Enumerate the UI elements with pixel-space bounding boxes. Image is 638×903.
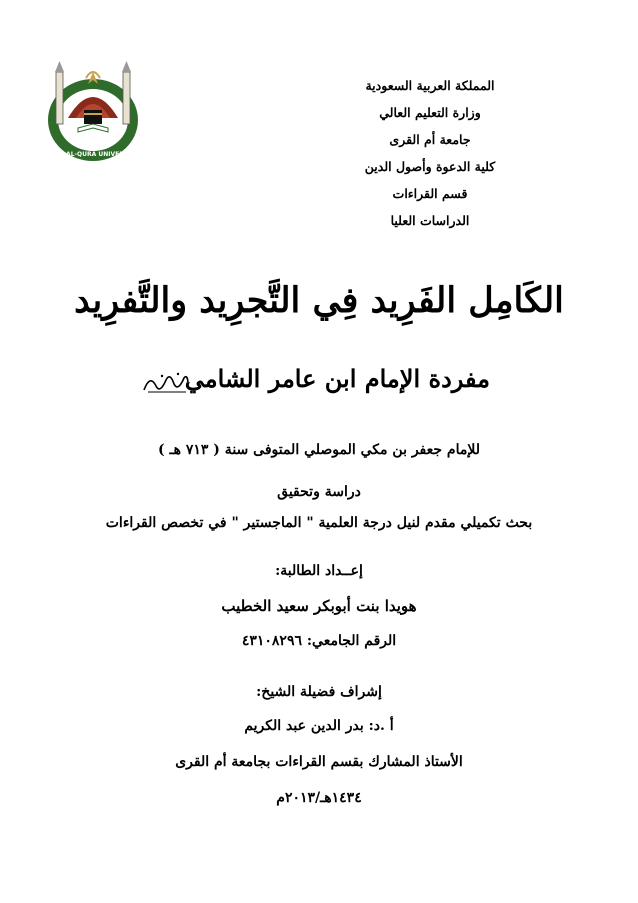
institution-line-department: قسم القراءات: [392, 186, 468, 201]
honorific-calligraphy-icon: [142, 370, 190, 396]
institution-line-university: جامعة أم القرى: [389, 132, 471, 147]
institution-line-college: كلية الدعوة وأصول الدين: [364, 159, 496, 174]
university-logo: [42, 58, 144, 166]
student-name: هويدا بنت أبوبكر سعيد الخطيب: [221, 597, 417, 615]
university-logo-emblem: [42, 58, 144, 166]
author-line: للإمام جعفر بن مكي الموصلي المتوفى سنة ( ٧١٣ هـ ): [158, 442, 480, 458]
research-description: بحث تكميلي مقدم لنيل درجة العلمية " الماجستير " في تخصص القراءات: [105, 515, 533, 531]
date: ١٤٣٤هـ/٢٠١٣م: [276, 790, 362, 806]
institution-line-ministry: وزارة التعليم العالي: [379, 105, 481, 120]
study-type: دراسة وتحقيق: [277, 484, 361, 500]
institution-line-kingdom: المملكة العربية السعودية: [365, 78, 495, 93]
institution-line-graduate-studies: الدراسات العليا: [390, 213, 470, 228]
supervisor-name: أ .د: بدر الدين عبد الكريم: [244, 718, 394, 734]
prepared-by-label: إعــداد الطالبة:: [275, 563, 363, 579]
institution-header: [330, 72, 530, 234]
book-title: الكَامِل الفَرِيد فِي التَّجرِيد والتَّفرِيد: [74, 280, 564, 321]
logo-ring-text: UMM AL-QURA UNIVERSITY: [47, 151, 139, 158]
supervision-label: إشراف فضيلة الشيخ:: [256, 684, 382, 700]
student-id: الرقم الجامعي: ٤٣١٠٨٢٩٦: [241, 633, 397, 649]
honorific-calligraphy: [142, 370, 190, 396]
book-subtitle-row: [142, 364, 490, 408]
supervisor-title: الأستاذ المشارك بقسم القراءات بجامعة أم القرى: [175, 754, 463, 770]
book-subtitle: مفردة الإمام ابن عامر الشامي: [184, 364, 490, 393]
